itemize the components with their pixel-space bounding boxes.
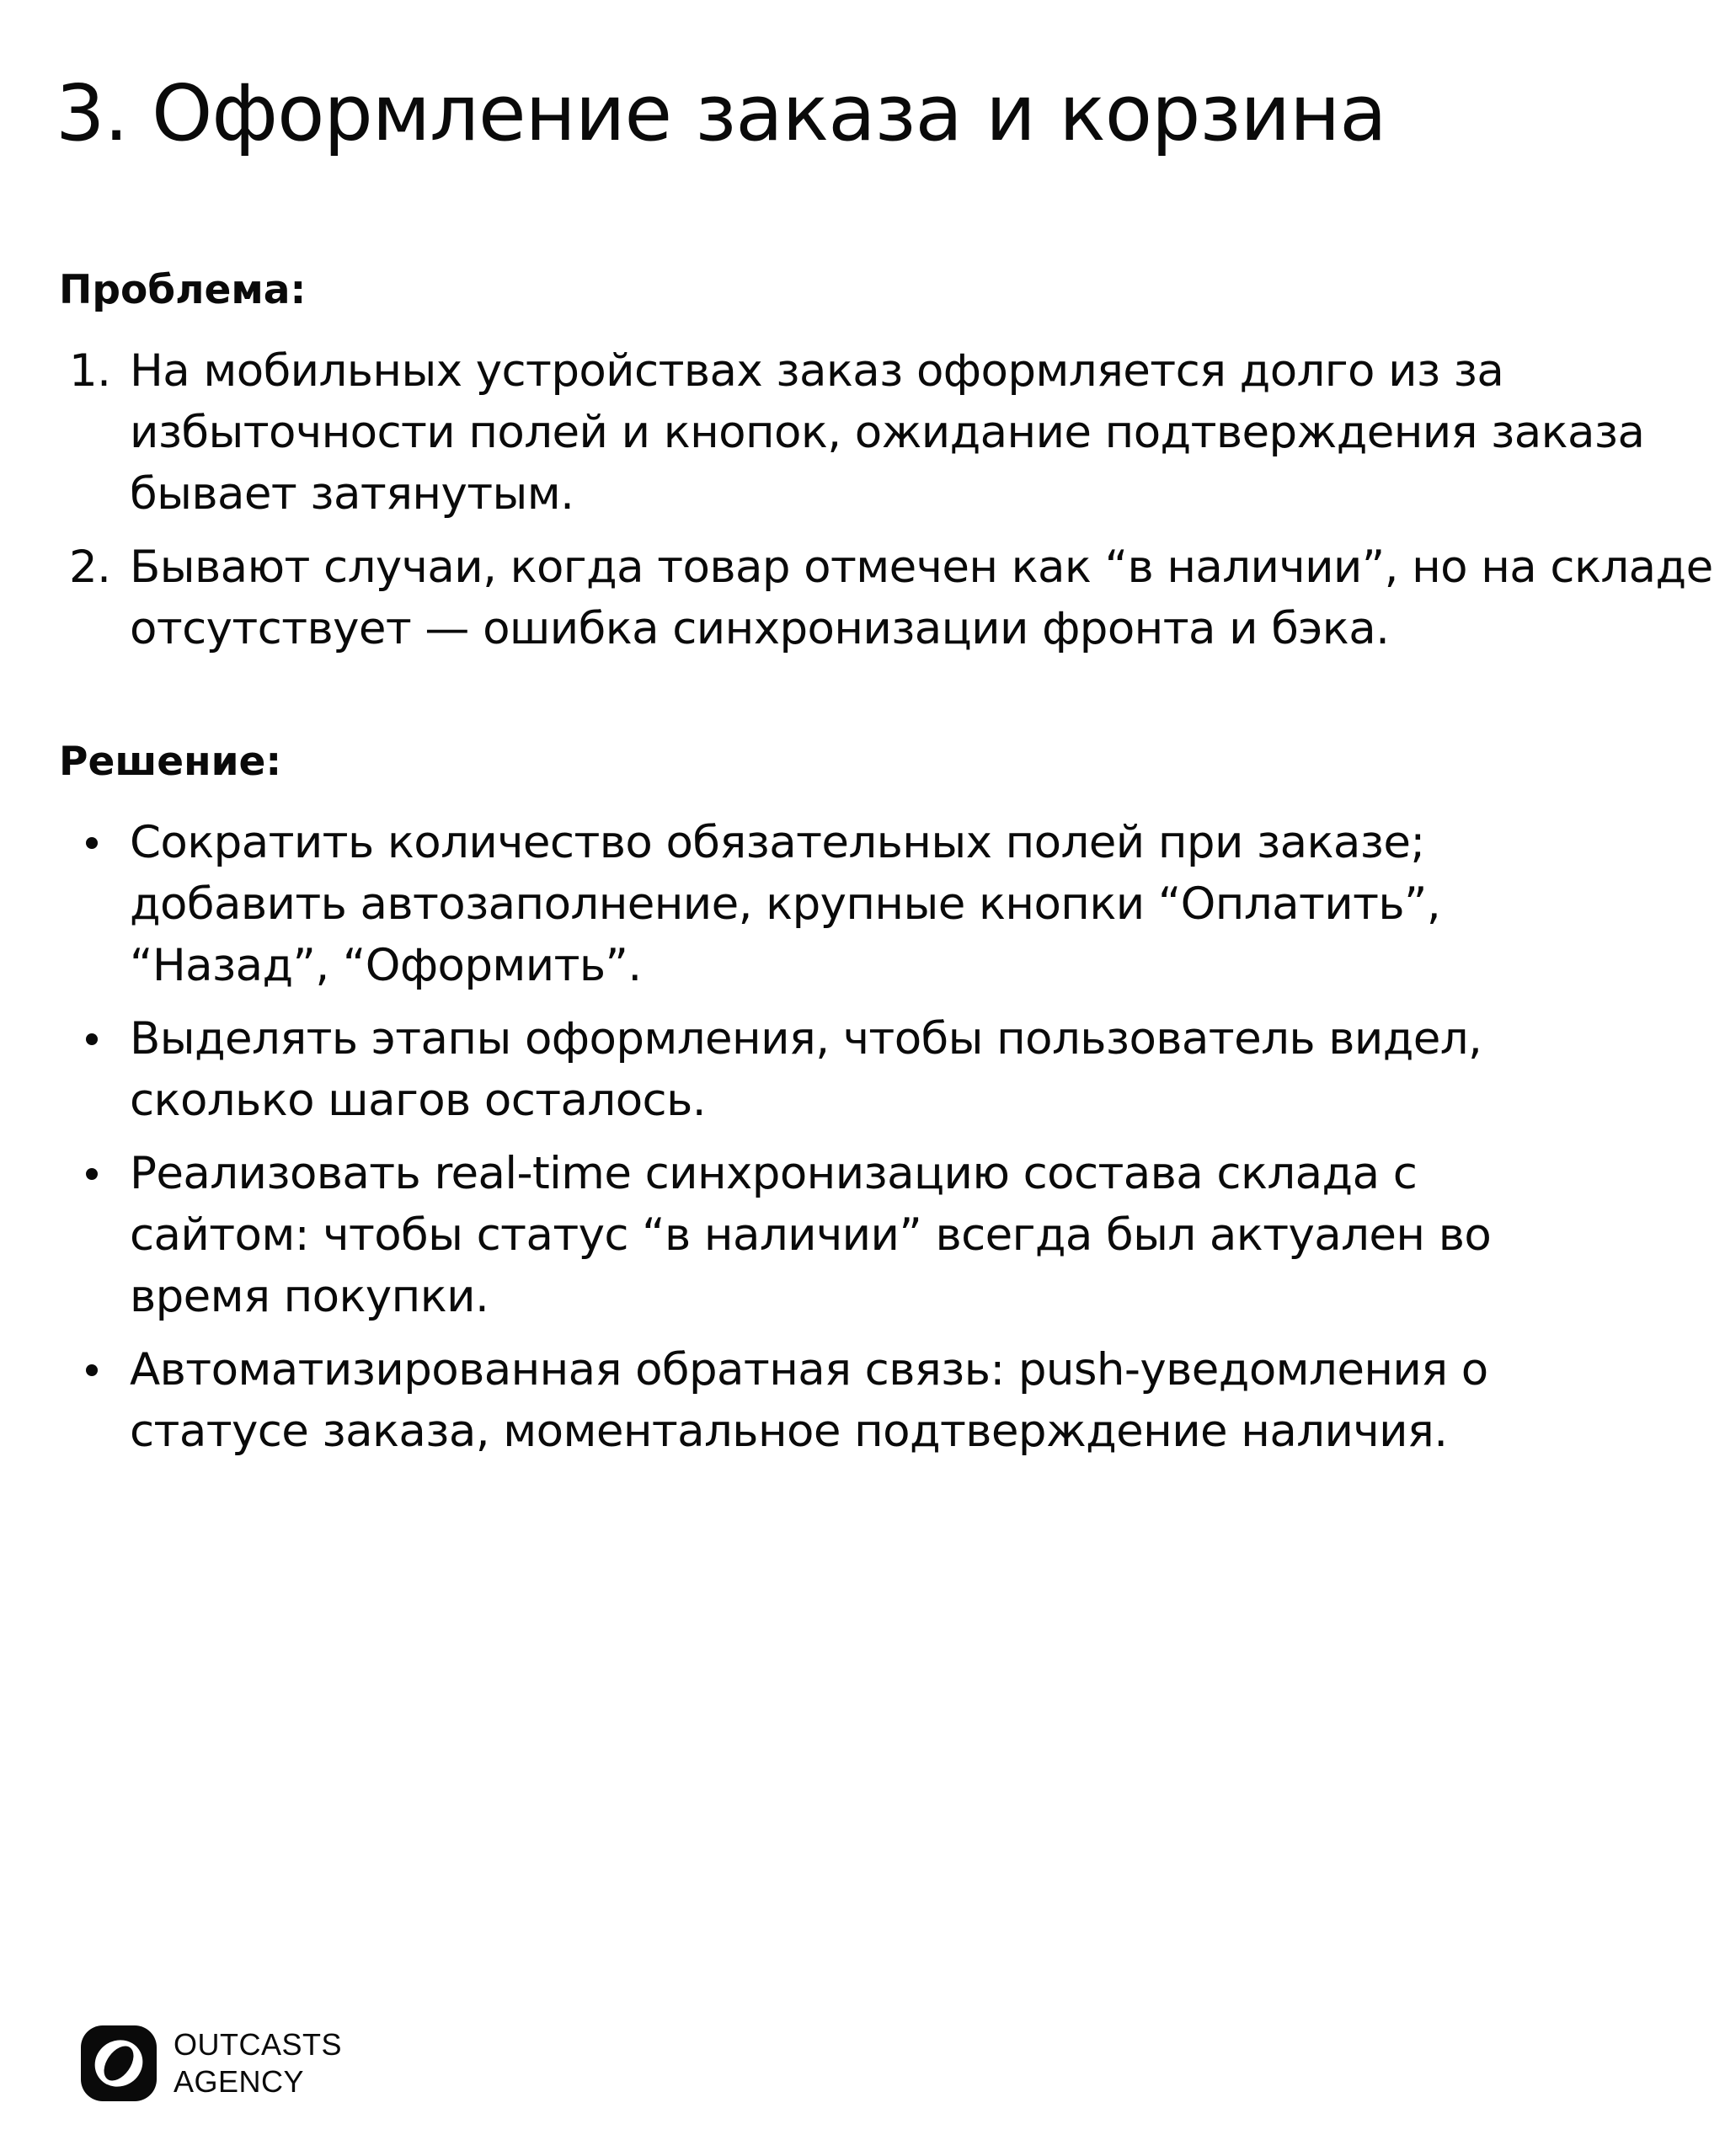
solution-item: [59, 812, 1676, 996]
list-number: 2.: [69, 542, 111, 593]
agency-name-line: AGENCY: [174, 2064, 305, 2099]
agency-logo: [81, 2025, 342, 2101]
item-line: статусе заказа, моментальное подтверждение наличия.: [130, 1406, 1448, 1457]
bullet-icon: [86, 1168, 98, 1180]
page-title: 3. Оформление заказа и корзина: [56, 68, 1386, 158]
solution-heading: Решение:: [59, 739, 282, 785]
agency-name-line: OUTCASTS: [174, 2027, 343, 2062]
solution-item: [59, 1008, 1676, 1131]
problem-heading: Проблема:: [59, 267, 307, 313]
bullet-icon: [86, 1364, 98, 1376]
solution-section: [59, 724, 1676, 1462]
item-line: На мобильных устройствах заказ оформляется долго из за: [130, 345, 1504, 397]
problem-section: [59, 253, 1713, 659]
item-line: сколько шагов осталось.: [130, 1075, 706, 1126]
item-line: добавить автозаполнение, крупные кнопки “Оплатить”,: [130, 878, 1441, 930]
item-line: Сократить количество обязательных полей при заказе;: [130, 817, 1425, 868]
item-line: Выделять этапы оформления, чтобы пользователь видел,: [130, 1013, 1482, 1065]
item-line: Бывают случаи, когда товар отмечен как “в наличии”, но на складе: [130, 542, 1713, 593]
solution-item: [59, 1339, 1676, 1462]
solution-item: [59, 1143, 1676, 1327]
item-line: избыточности полей и кнопок, ожидание подтверждения заказа: [130, 407, 1645, 458]
problem-item: [59, 536, 1713, 659]
problem-list: [59, 340, 1713, 659]
item-line: бывает затянутым.: [130, 468, 574, 520]
item-line: “Назад”, “Оформить”.: [130, 940, 642, 991]
bullet-icon: [86, 1033, 98, 1045]
problem-item: [59, 340, 1676, 525]
item-line: Реализовать real-time синхронизацию состава склада с: [130, 1148, 1418, 1199]
item-line: сайтом: чтобы статус “в наличии” всегда был актуален во: [130, 1209, 1492, 1261]
bullet-icon: [86, 837, 98, 849]
list-number: 1.: [69, 345, 111, 397]
item-line: отсутствует — ошибка синхронизации фронта и бэка.: [130, 603, 1390, 654]
item-line: время покупки.: [130, 1271, 489, 1322]
item-line: Автоматизированная обратная связь: push-уведомления о: [130, 1344, 1488, 1396]
agency-name: [174, 2026, 342, 2100]
solution-list: [59, 812, 1676, 1462]
outcasts-logo-icon: [81, 2025, 157, 2101]
